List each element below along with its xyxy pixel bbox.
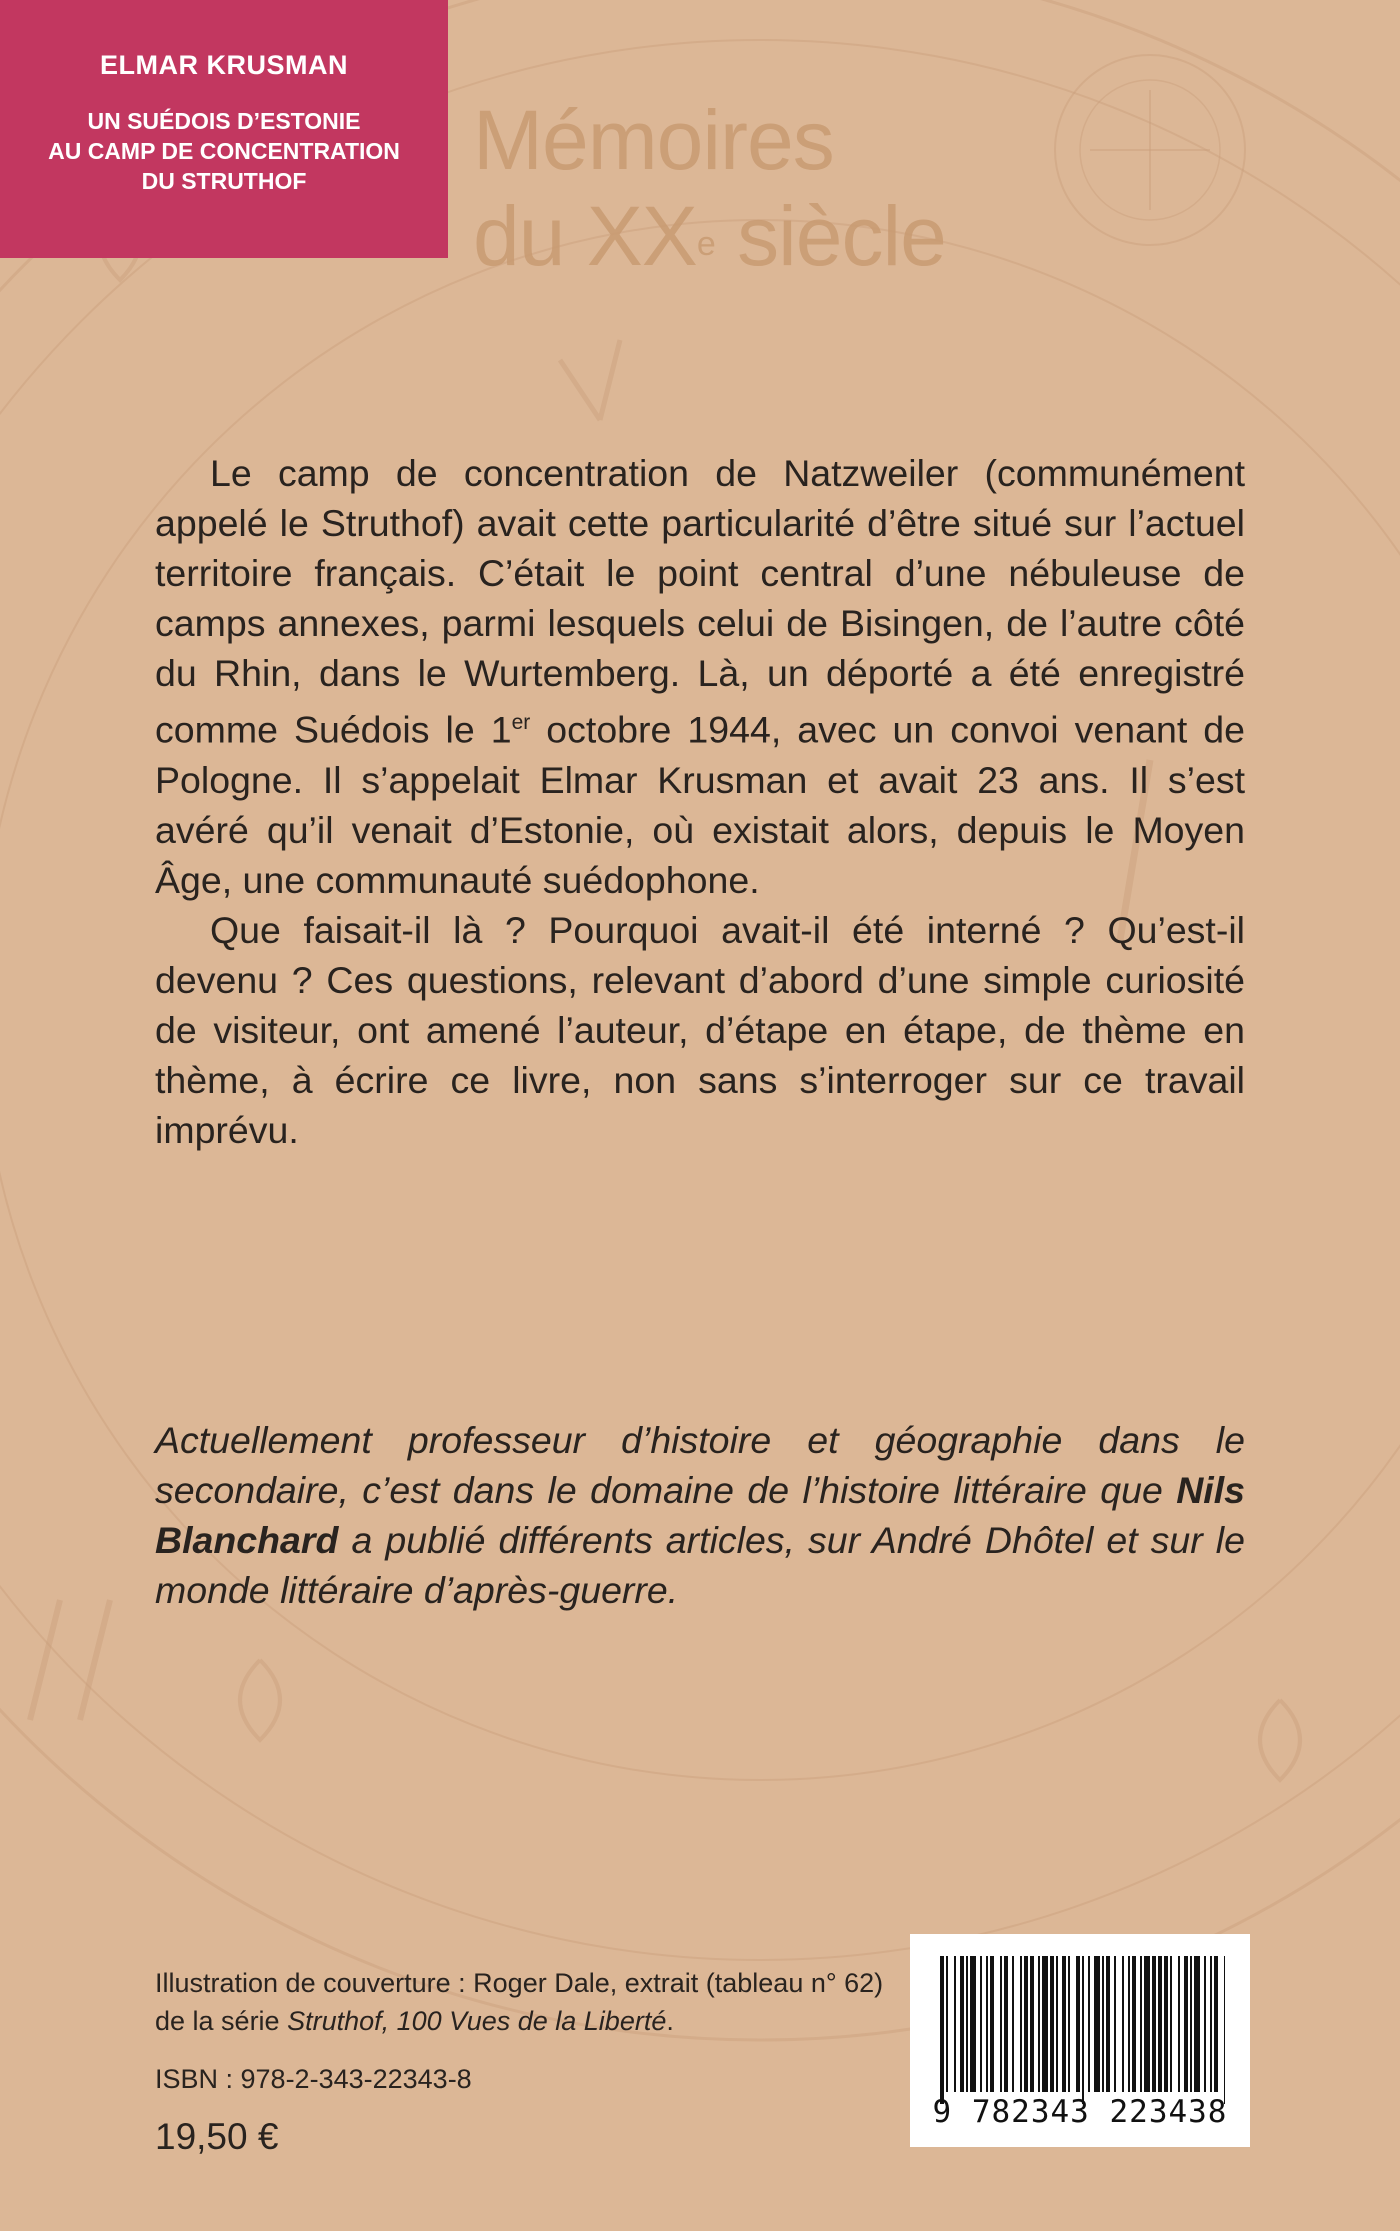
author-name: Nils Blanchard (155, 1469, 1245, 1561)
bio-text: Actuellement professeur d’histoire et géographie dans le secondaire, c’est dans le domaine de l’histoire littéraire que (155, 1419, 1245, 1511)
barcode-bar (1164, 1956, 1168, 2092)
barcode-bar (1020, 1956, 1022, 2092)
summary-text: Le camp de concentration de Natzweiler (communément appelé le Struthof) avait cette particularité d’être situé sur l’actuel territoire français. C’était le point central d’une nébuleuse de camps annexes, parmi lesquels celui de Bisingen, de l’autre côté du Rhin, dans le Wurtemberg. Là, un déporté a été enregistré comme Suédois le 1 (155, 452, 1245, 751)
series-title-line2 (473, 188, 946, 284)
series-name: Struthof, 100 Vues de la Liberté (287, 2006, 667, 2036)
barcode-bar (1184, 1956, 1188, 2092)
barcode-bar (1214, 1956, 1218, 2092)
isbn: ISBN : 978-2-343-22343-8 (155, 2064, 472, 2094)
summary-paragraph-2: Que faisait-il là ? Pourquoi avait-il été interné ? Qu’est-il devenu ? Ces questions, relevant d’abord d’une simple curiosité de visiteur, ont amené l’auteur, d’étape en étape, de thème en thème, à écrire ce livre, non sans s’interroger sur ce travail imprévu. (155, 908, 1245, 1151)
credits-text: de la série (155, 2006, 288, 2036)
barcode-bar (1094, 1956, 1100, 2092)
barcode-bar (1068, 1956, 1070, 2092)
author-biography (155, 1415, 1245, 1615)
barcode-bar (966, 1956, 968, 2092)
barcode-bar (1114, 1956, 1116, 2092)
barcode-bar (986, 1956, 988, 2092)
series-title-sup: e (696, 225, 715, 263)
barcode-bar (1076, 1956, 1080, 2092)
barcode-bar (1088, 1956, 1090, 2092)
barcode-bar (970, 1956, 976, 2092)
title-banner (0, 0, 448, 258)
barcode-bar (1170, 1956, 1172, 2092)
series-title-suffix: siècle (714, 189, 946, 283)
series-title-line1: Mémoires (473, 93, 834, 187)
series-title (473, 92, 946, 284)
subtitle-line: UN SUÉDOIS D’ESTONIE (87, 108, 361, 134)
subtitle-line: AU CAMP DE CONCENTRATION (48, 138, 400, 164)
barcode-bar (1004, 1956, 1008, 2092)
summary-paragraph-1 (155, 448, 1245, 905)
credits-text: . (666, 2006, 674, 2036)
barcode-bar (1082, 1956, 1084, 2104)
subtitle-line: DU STRUTHOF (141, 168, 307, 194)
series-title-prefix: du XX (473, 189, 697, 283)
barcode-bar (1030, 1956, 1034, 2092)
barcode-bar (1210, 1956, 1212, 2092)
barcode-bar (1062, 1956, 1066, 2092)
barcode-bar (1194, 1956, 1200, 2092)
barcode-bar (990, 1956, 994, 2092)
barcode-bar (1038, 1956, 1040, 2092)
barcode-bar (1024, 1956, 1028, 2092)
price: 19,50 € (155, 2116, 279, 2157)
barcode-bar (954, 1956, 956, 2092)
illustration-credits (155, 1964, 895, 2040)
barcode-bar (1224, 1956, 1225, 2104)
summary-text: octobre 1944, avec un convoi venant de Pologne. Il s’appelait Elmar Krusman et avait 23 ans. Il s’est avéré qu’il venait d’Estonie, où existait alors, depuis le Moyen Âge, une communauté suédophone. (155, 708, 1245, 901)
barcode-bar (1132, 1956, 1136, 2092)
banner-author-name: ELMAR KRUSMAN (100, 50, 348, 80)
barcode-bar (1190, 1956, 1192, 2092)
barcode-bar (946, 1956, 948, 2092)
credits-line (155, 2002, 895, 2040)
barcode-bar (1012, 1956, 1014, 2092)
ordinal-superscript: er (511, 711, 531, 734)
barcode-bar (1122, 1956, 1124, 2092)
bio-text: a publié différents articles, sur André Dhôtel et sur le monde littéraire d’après-guerre. (155, 1519, 1245, 1611)
barcode-bar (1140, 1956, 1142, 2092)
barcode-bar (1042, 1956, 1048, 2092)
barcode-bar (1056, 1956, 1058, 2092)
barcode-bar (1204, 1956, 1206, 2092)
barcode-bar (960, 1956, 964, 2092)
book-subtitle (0, 106, 448, 196)
barcode-bar (1106, 1956, 1110, 2092)
barcode-digits: 9 782343 223438 (932, 2094, 1228, 2130)
barcode-bar (1128, 1956, 1130, 2092)
barcode-bar (1000, 1956, 1002, 2092)
barcode-bar (1178, 1956, 1180, 2092)
barcode-bar (1158, 1956, 1162, 2092)
barcode-bar (1152, 1956, 1156, 2092)
book-summary (155, 448, 1245, 1155)
barcode-bar (1050, 1956, 1054, 2092)
barcode (910, 1934, 1250, 2147)
credits-line: Illustration de couverture : Roger Dale, extrait (tableau n° 62) (155, 1968, 884, 1998)
barcode-bar (980, 1956, 982, 2092)
barcode-bar (1144, 1956, 1150, 2092)
barcode-bar (1102, 1956, 1104, 2092)
barcode-bar (940, 1956, 944, 2104)
